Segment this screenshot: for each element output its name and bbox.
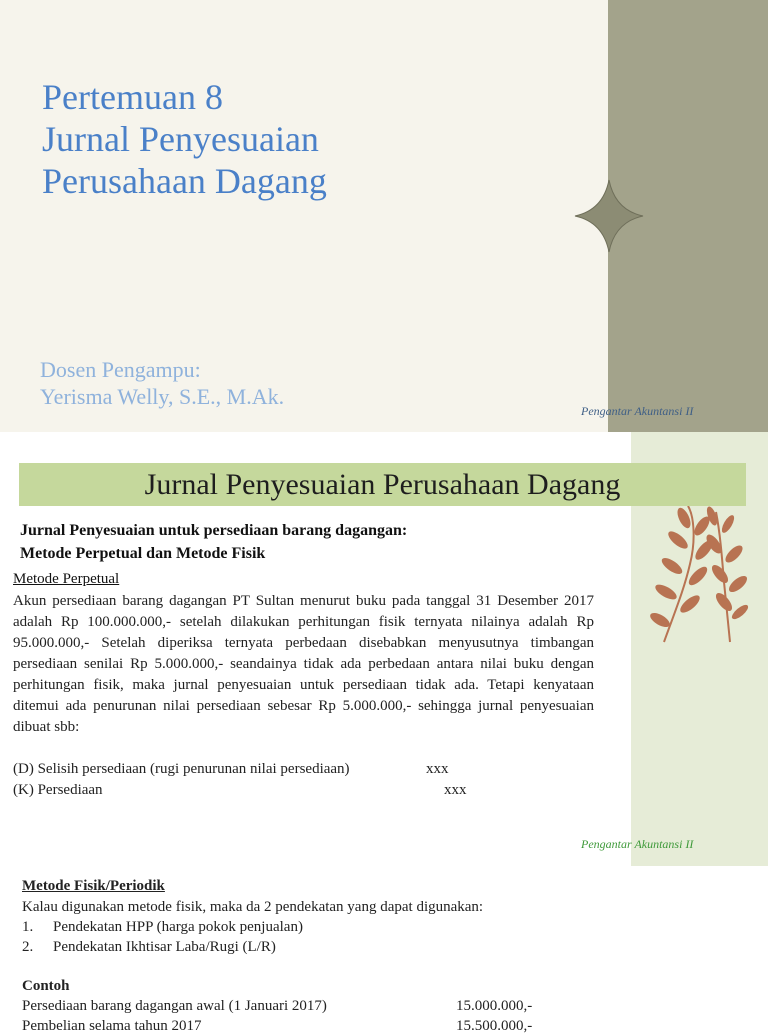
subsection-title: Metode Fisik/Periodik	[22, 878, 165, 894]
table-row-value: 15.000.000,-	[456, 998, 533, 1014]
list-item-number: 2.	[22, 939, 34, 955]
diamond-ornament-icon	[575, 180, 643, 252]
slide-title-bar	[19, 463, 746, 506]
body-paragraph: Akun persediaan barang dagangan PT Sultan menurut buku pada tanggal 31 Desember 2017 adalah Rp 100.000.000,- setelah dilakukan perhitungan fisik ternyata nilainya adalah Rp 95.000.000,- Setelah diperiksa ternyata perbedaan disebabkan menyusutnya timbangan persediaan senilai Rp 5.000.000,- seandainya tidak ada perbedaan antara nilai buku dengan perhitungan fisik, maka jurnal penyesuaian untuk persediaan tidak ada. Tetapi kenyataan ditemui ada penurunan nilai persediaan sebesar Rp 5.000.000,- sehingga jurnal penyesuaian dibuat sbb:	[13, 593, 594, 735]
list-item: Pendekatan Ikhtisar Laba/Rugi (L/R)	[53, 939, 276, 955]
slide-title-line: Jurnal Penyesuaian	[42, 119, 319, 159]
lecturer-block	[40, 356, 284, 410]
table-row-label: Pembelian selama tahun 2017	[22, 1018, 202, 1034]
slide-title	[42, 76, 327, 202]
lecturer-label: Dosen Pengampu:	[40, 357, 201, 382]
slide-title-line: Perusahaan Dagang	[42, 161, 327, 201]
section-heading-line: Jurnal Penyesuaian untuk persediaan barang dagangan:	[20, 522, 408, 539]
content-slide-periodic	[0, 866, 768, 1034]
slide-footer: Pengantar Akuntansi II	[581, 404, 694, 418]
intro-text: Kalau digunakan metode fisik, maka da 2 pendekatan yang dapat digunakan:	[22, 899, 484, 915]
slide-title-line: Pertemuan 8	[42, 77, 223, 117]
content-slide-perpetual	[0, 432, 768, 866]
journal-entry-credit: (K) Persediaan	[13, 782, 103, 798]
leaf-branch-icon	[650, 502, 750, 652]
journal-entry-debit-amount: xxx	[426, 761, 449, 777]
journal-entry-debit: (D) Selisih persediaan (rugi penurunan nilai persediaan)	[13, 761, 350, 777]
table-row-value: 15.500.000,-	[456, 1018, 533, 1034]
lecturer-name: Yerisma Welly, S.E., M.Ak.	[40, 384, 285, 409]
list-item-number: 1.	[22, 919, 34, 935]
table-row-label: Persediaan barang dagangan awal (1 Januari 2017)	[22, 998, 327, 1014]
journal-entry-credit-amount: xxx	[444, 782, 467, 798]
slide-title: Jurnal Penyesuaian Perusahaan Dagang	[144, 468, 621, 501]
section-heading-line: Metode Perpetual dan Metode Fisik	[20, 545, 266, 562]
section-heading	[20, 519, 407, 565]
subsection-title: Metode Perpetual	[13, 571, 120, 587]
slide-footer: Pengantar Akuntansi II	[581, 837, 694, 851]
list-item: Pendekatan HPP (harga pokok penjualan)	[53, 919, 303, 935]
title-slide	[0, 0, 768, 432]
example-label: Contoh	[22, 978, 70, 994]
